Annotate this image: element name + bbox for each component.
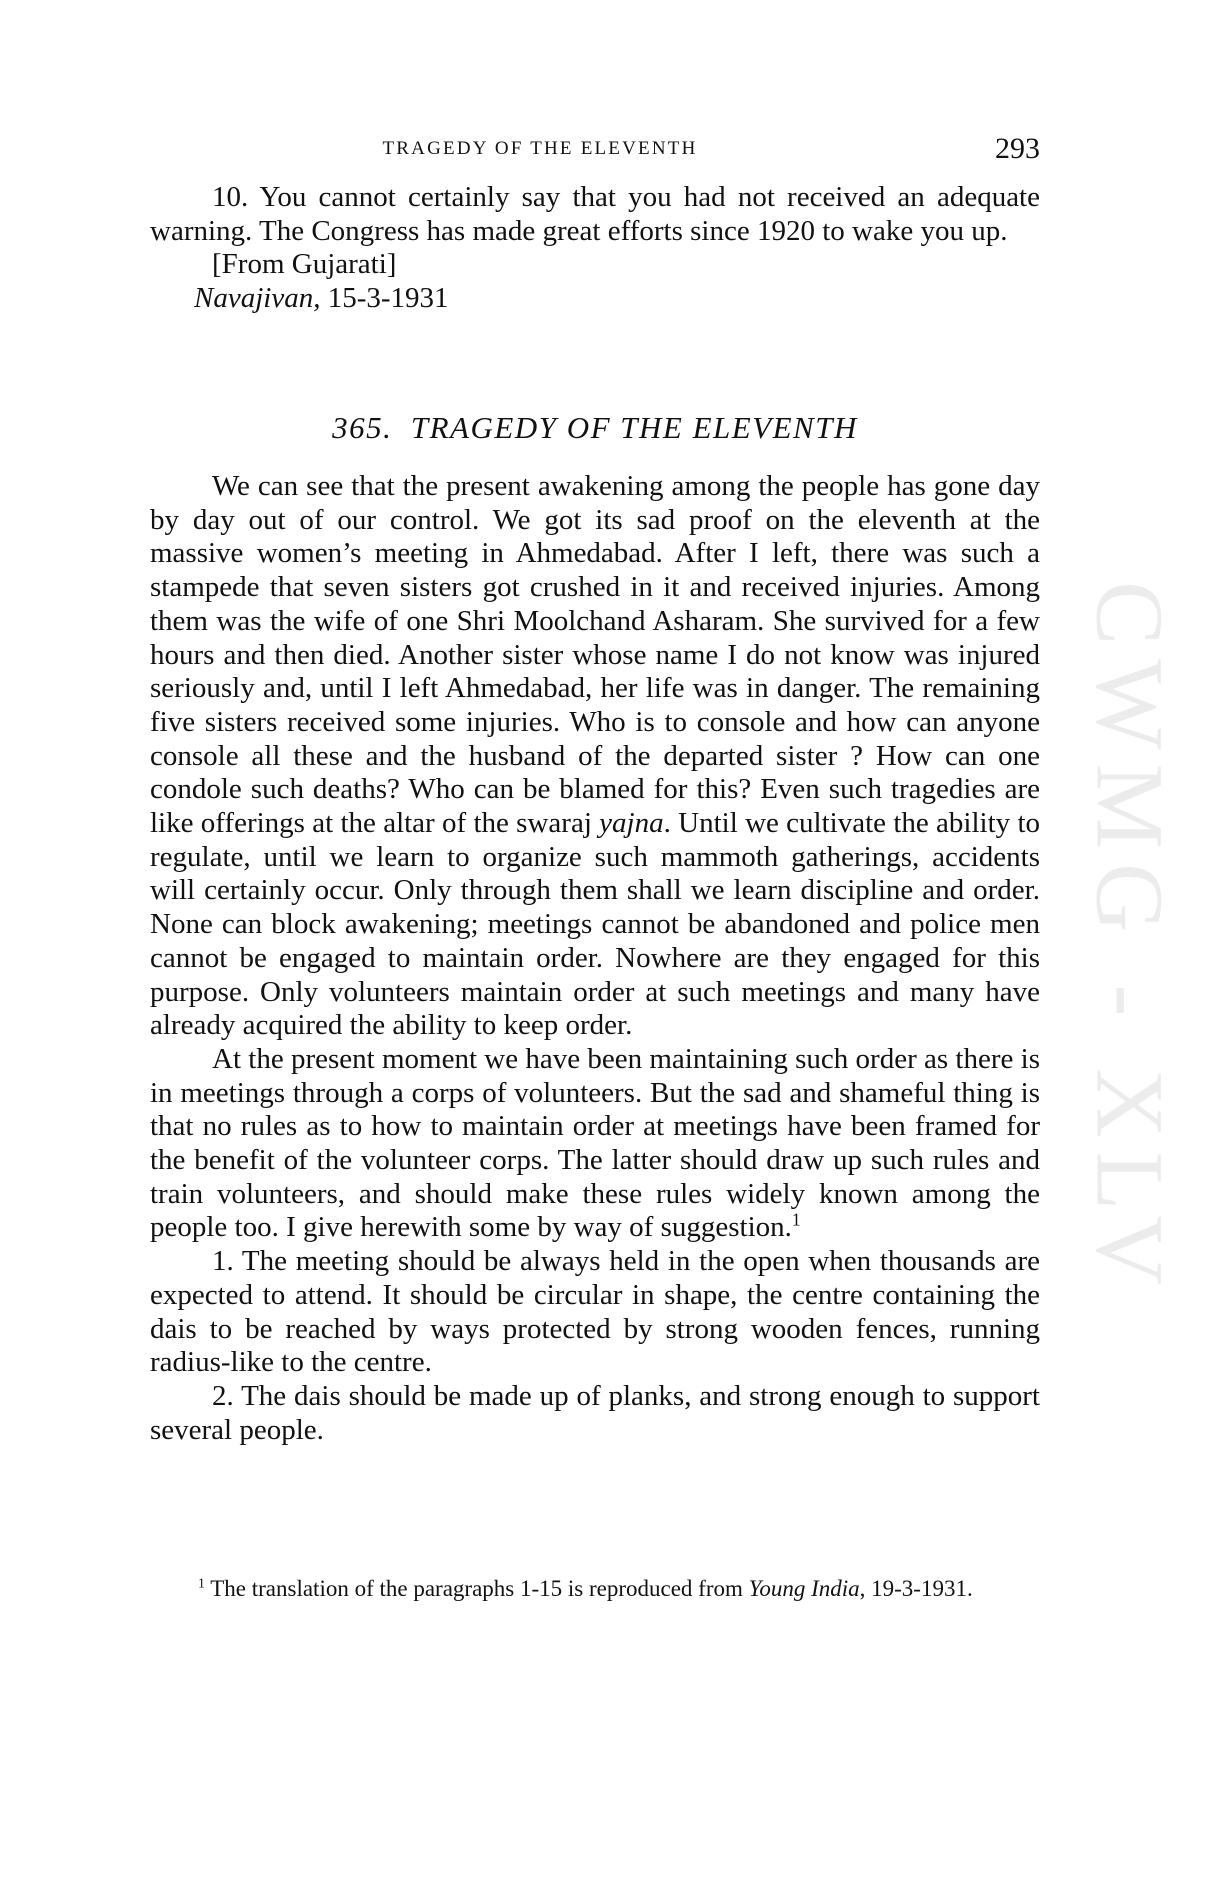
footnote-rest: , 19-3-1931. (859, 1576, 973, 1601)
watermark-text: CWMG - XLV (1076, 581, 1184, 1299)
watermark (1075, 440, 1185, 1440)
article-heading (150, 410, 1040, 446)
article-number: 365. (332, 410, 393, 445)
footnote (158, 1574, 1068, 1604)
footnote-text (158, 1574, 1068, 1604)
article-paragraph-2 (150, 1043, 1040, 1245)
article-title: TRAGEDY OF THE ELEVENTH (410, 410, 858, 445)
footnote-mark: 1 (198, 1575, 205, 1591)
rule-2: 2. The dais should be made up of planks, and strong enough to support several people. (150, 1379, 1040, 1446)
article-body (150, 470, 1040, 1447)
citation (194, 282, 1040, 316)
footnote-body: The translation of the paragraphs 1-15 is reproduced from (204, 1576, 749, 1601)
citation-journal: Navajivan, (194, 282, 321, 315)
paragraph-2-text: At the present moment we have been maintaining such order as there is in meetings through a corps of volunteers. But the sad and shameful thing is that no rules as to how to maintain order at meetings have been framed for the benefit of the volunteer corps. The latter should draw up such rules and train volunteers, and should make these rules widely known among the people too. I give herewith some by way of suggestion. (150, 1042, 1040, 1244)
footnote-reference: 1 (791, 1209, 801, 1230)
page-number: 293 (995, 132, 1040, 165)
paragraph-1-italic: yajna (599, 807, 664, 840)
previous-article-end (150, 181, 1040, 316)
footnote-italic: Young India (748, 1576, 860, 1601)
running-title: TRAGEDY OF THE ELEVENTH (382, 138, 698, 159)
paragraph-1-text: We can see that the present awakening among the people has gone day by day out of our control. We got its sad proof on the eleventh at the massive women’s meeting in Ahmedabad. After I left, there was such a stampede that seven sisters got crushed in it and received injuries. Among them was the wife of one Shri Moolchand Asharam. She survived for a few hours and then died. Another sister whose name I do not know was injured seriously and, until I left Ahmedabad, her life was in danger. The remaining five sisters received some injuries. Who is to console and how can anyone console all these and the husband of the departed sister ? How can one condole such deaths? Who can be blamed for this? Even such tragedies are like offerings at the altar of the swaraj (150, 470, 1040, 840)
article-paragraph-1 (150, 470, 1040, 1043)
paragraph-1-rest: . Until we cultivate the ability to regulate, until we learn to organize such mammoth gatherings, accidents will certainly occur. Only through them shall we learn discipline and order. None can block awakening; meetings cannot be abandoned and police men cannot be engaged to maintain order. Nowhere are they engaged for this purpose. Only volunteers maintain order at such meetings and many have already acquired the ability to keep order. (150, 807, 1040, 1042)
citation-date: 15-3-1931 (320, 282, 449, 315)
source-note: [From Gujarati] (212, 248, 397, 281)
paragraph-10: 10. You cannot certainly say that you had not received an adequate warning. The Congress has made great efforts since 1920 to wake you up. (150, 181, 1040, 247)
running-head (150, 132, 1040, 166)
rule-1: 1. The meeting should be always held in the open when thousands are expected to attend. It should be circular in shape, the centre containing the dais to be reached by ways protected by strong wooden fences, running radius-like to the centre. (150, 1245, 1040, 1379)
